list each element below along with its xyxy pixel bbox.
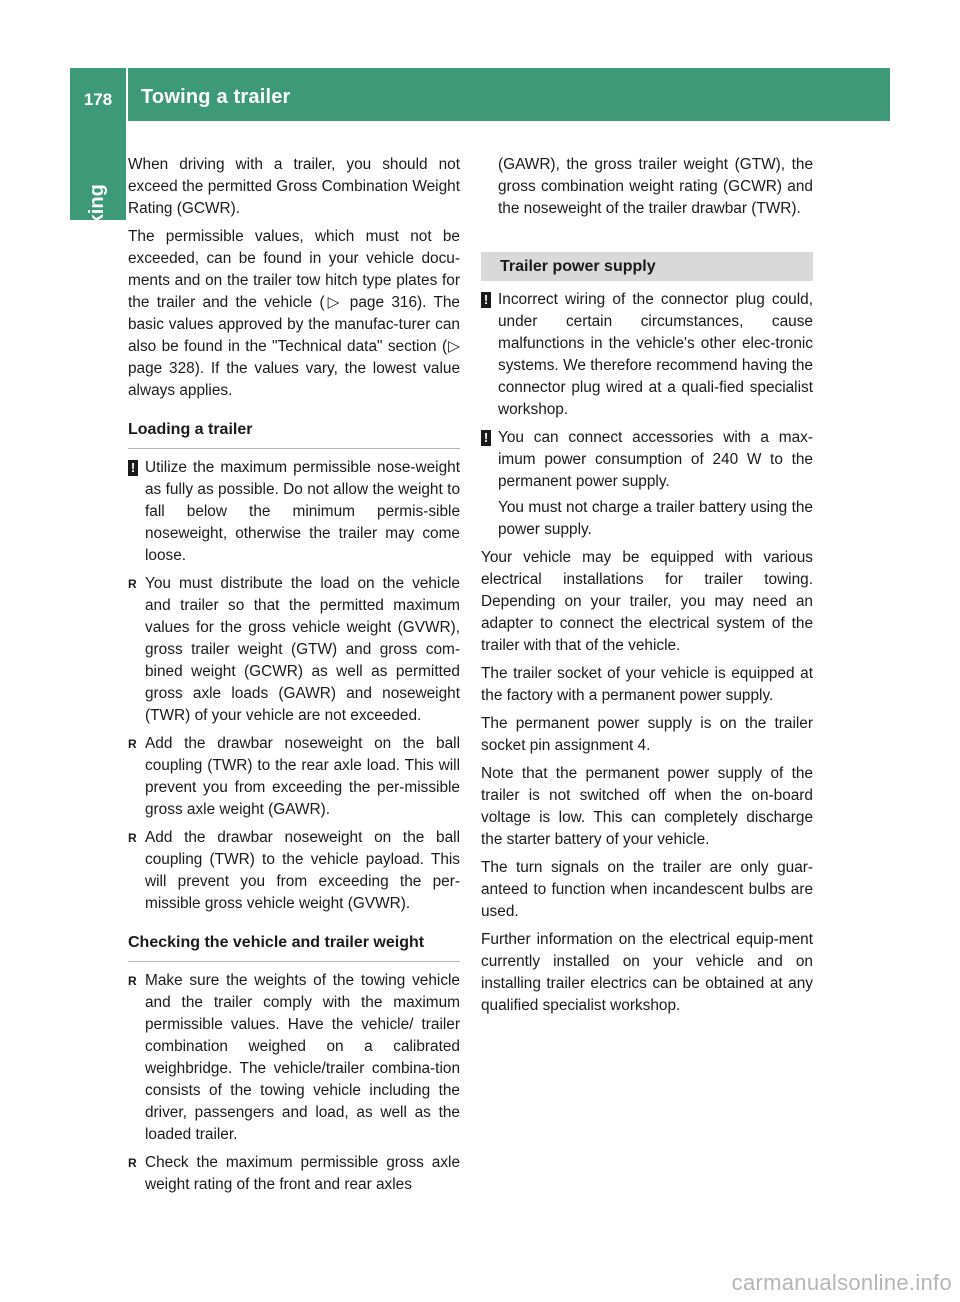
page-number: 178: [83, 90, 113, 109]
list-item-text: Make sure the weights of the towing vehicle and the trailer comply with the maximum permissible values. Have the vehicle/ trailer combination weighed on a calibrated weighbridge. The vehicle/trailer combina-tion consists of the towing vehicle including the driver, passengers and load, as well as the loaded trailer.: [145, 972, 460, 1143]
warning-item: [128, 457, 460, 567]
warning-icon: !: [128, 460, 138, 476]
body-paragraph: Further information on the electrical equip-ment currently installed on your vehicle and on installing trailer electrics can be obtained at any qualified specialist workshop.: [481, 931, 813, 1014]
bullet-icon: R: [128, 974, 137, 988]
header-divider: [126, 68, 128, 121]
page-title: Towing a trailer: [141, 86, 291, 108]
list-item: [128, 827, 460, 915]
watermark-text: carmanualsonline.info: [731, 1270, 952, 1295]
continuation-text: (GAWR), the gross trailer weight (GTW), the gross combination weight rating (GCWR) and the noseweight of the trailer drawbar (TWR).: [498, 156, 813, 217]
body-paragraph: Note that the permanent power supply of the trailer is not switched off when the on-board voltage is low. This can completely discharge the starter battery of your vehicle.: [481, 765, 813, 848]
right-column: [481, 154, 813, 1023]
warning-text: Utilize the maximum permissible nose-weight as fully as possible. Do not allow the weight to fall below the minimum permis-sible noseweight, otherwise the trailer may come loose.: [145, 459, 460, 564]
list-item-text: You must distribute the load on the vehicle and trailer so that the permitted maximum values for the gross vehicle weight (GVWR), gross trailer weight (GTW) and gross com-bined weight (GCWR) as well as permitted gross axle loads (GAWR) and noseweight (TWR) of your vehicle are not exceeded.: [145, 575, 460, 724]
list-item-text: Add the drawbar noseweight on the ball coupling (TWR) to the vehicle payload. This will prevent you from exceeding the per-missible gross vehicle weight (GVWR).: [145, 829, 460, 912]
body-paragraph: The permanent power supply is on the trailer socket pin assignment 4.: [481, 715, 813, 754]
warning-icon: !: [481, 430, 491, 446]
left-column: [128, 154, 460, 1202]
intro-paragraph: The permissible values, which must not be exceeded, can be found in your vehicle docu-ments and on the trailer tow hitch type plates for the trailer and the vehicle (▷ page 316). The basic values approved by the manufac-turer can also be found in the "Technical data" section (▷ page 328). If the values vary, the lowest value always applies.: [128, 228, 460, 399]
bullet-icon: R: [128, 577, 137, 591]
warning-text: Incorrect wiring of the connector plug could, under certain circumstances, cause malfunctions in the vehicle's other elec-tronic systems. We therefore recommend having the connector plug wired at a quali-fied specialist workshop.: [498, 291, 813, 418]
bullet-icon: R: [128, 737, 137, 751]
list-item: [128, 1152, 460, 1196]
intro-paragraph: When driving with a trailer, you should not exceed the permitted Gross Combination Weight Rating (GCWR).: [128, 156, 460, 217]
continuation-paragraph: [481, 154, 813, 220]
body-paragraph: The trailer socket of your vehicle is equipped at the factory with a permanent power supply.: [481, 665, 813, 704]
section-heading: Loading a trailer: [128, 419, 460, 449]
warning-icon: !: [481, 292, 491, 308]
warning-subtext: You must not charge a trailer battery using the power supply.: [498, 499, 813, 538]
bullet-icon: R: [128, 1156, 137, 1170]
warning-item: [481, 289, 813, 421]
bullet-icon: R: [128, 831, 137, 845]
section-heading-box: Trailer power supply: [481, 252, 813, 281]
list-item: [128, 970, 460, 1146]
warning-item: [481, 427, 813, 541]
list-item: [128, 733, 460, 821]
side-label: Driving and parking: [86, 184, 108, 372]
body-paragraph: Your vehicle may be equipped with various electrical installations for trailer towing. Depending on your trailer, you may need an adapter to connect the electrical system of the trailer with that of the vehicle.: [481, 549, 813, 654]
body-paragraph: The turn signals on the trailer are only guar-anteed to function when incandescent bulbs are used.: [481, 859, 813, 920]
list-item: [128, 573, 460, 727]
warning-text: You can connect accessories with a max-imum power consumption of 240 W to the permanent power supply.: [498, 429, 813, 490]
list-item-text: Add the drawbar noseweight on the ball coupling (TWR) to the rear axle load. This will prevent you from exceeding the per-missible gross axle weight (GAWR).: [145, 735, 460, 818]
list-item-text: Check the maximum permissible gross axle weight rating of the front and rear axles: [145, 1154, 460, 1193]
section-heading: Checking the vehicle and trailer weight: [128, 932, 460, 962]
